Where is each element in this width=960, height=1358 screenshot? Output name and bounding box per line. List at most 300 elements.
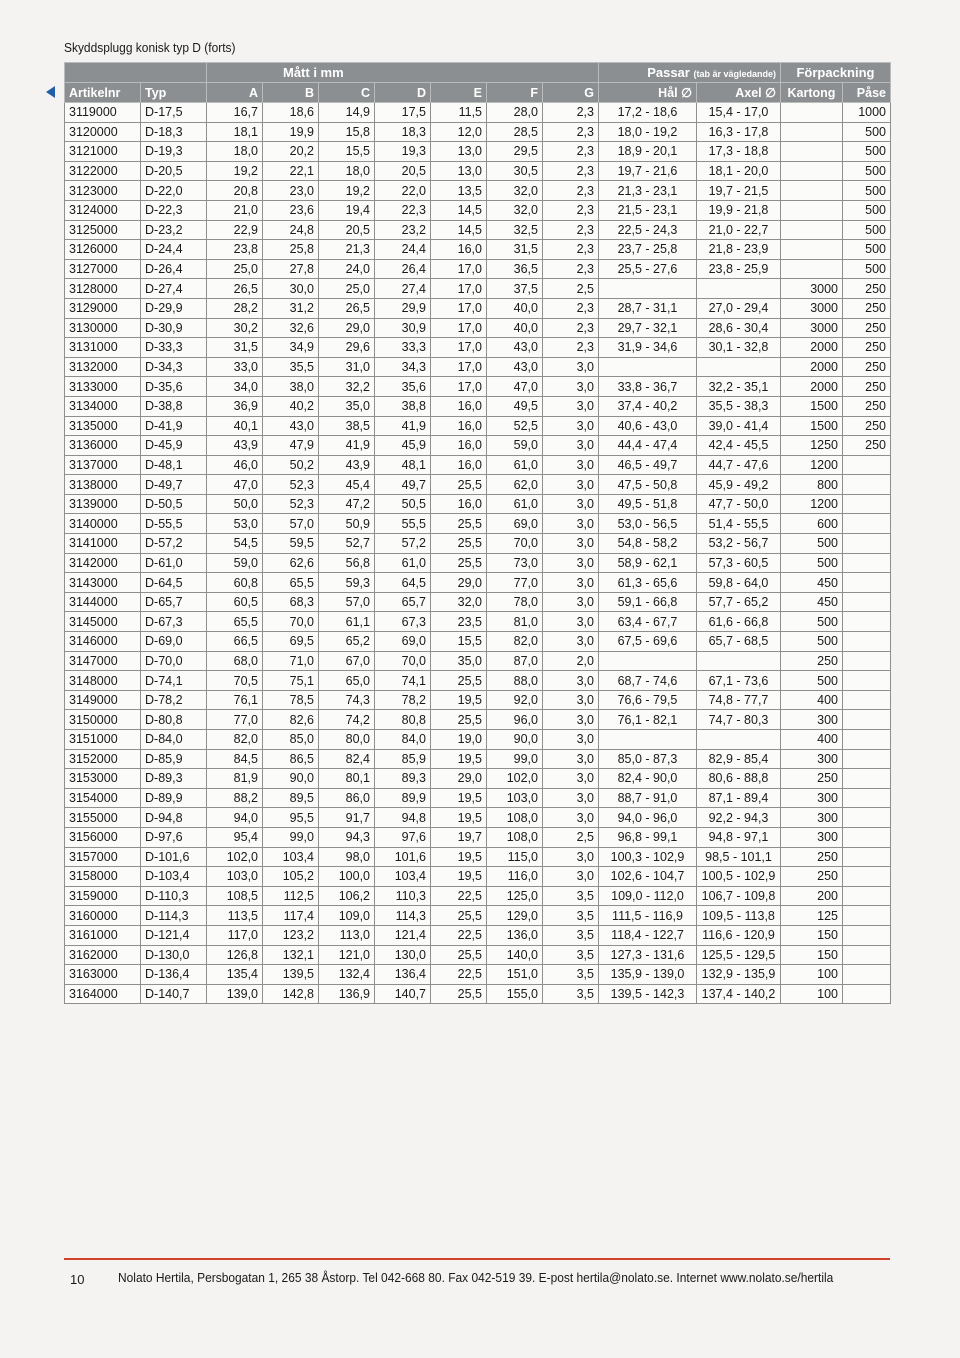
table-cell: 22,5 xyxy=(431,925,487,945)
table-cell: 3,0 xyxy=(543,592,599,612)
table-cell: 35,0 xyxy=(431,651,487,671)
table-cell xyxy=(697,730,781,750)
table-cell: 85,0 - 87,3 xyxy=(599,749,697,769)
table-row xyxy=(65,730,891,750)
table-cell: 94,3 xyxy=(319,827,375,847)
table-cell xyxy=(697,357,781,377)
table-cell: 3,0 xyxy=(543,632,599,652)
table-cell: 151,0 xyxy=(487,965,543,985)
column-header: Axel ∅ xyxy=(697,83,781,103)
table-cell: 17,0 xyxy=(431,318,487,338)
table-cell: 25,5 - 27,6 xyxy=(599,259,697,279)
table-cell: 3145000 xyxy=(65,612,141,632)
table-cell: 3,0 xyxy=(543,808,599,828)
table-cell: 3157000 xyxy=(65,847,141,867)
table-cell xyxy=(781,161,843,181)
table-cell: 102,0 xyxy=(487,769,543,789)
table-cell xyxy=(781,103,843,123)
table-row xyxy=(65,377,891,397)
table-cell: 2,3 xyxy=(543,142,599,162)
table-cell: 19,9 - 21,8 xyxy=(697,200,781,220)
table-cell: 140,0 xyxy=(487,945,543,965)
table-cell: 3121000 xyxy=(65,142,141,162)
table-cell xyxy=(843,632,891,652)
column-header: E xyxy=(431,83,487,103)
table-cell: 3000 xyxy=(781,298,843,318)
table-cell: 30,9 xyxy=(375,318,431,338)
table-cell: 65,5 xyxy=(263,573,319,593)
table-cell: 400 xyxy=(781,730,843,750)
table-cell: 49,5 xyxy=(487,396,543,416)
table-cell: 25,5 xyxy=(431,514,487,534)
table-cell: 3154000 xyxy=(65,788,141,808)
table-cell: 54,5 xyxy=(207,534,263,554)
table-cell: 76,1 - 82,1 xyxy=(599,710,697,730)
table-cell: 74,7 - 80,3 xyxy=(697,710,781,730)
table-cell: 29,5 xyxy=(487,142,543,162)
table-cell xyxy=(843,965,891,985)
table-cell: 43,0 xyxy=(487,338,543,358)
table-cell: 108,0 xyxy=(487,827,543,847)
table-cell: 82,6 xyxy=(263,710,319,730)
table-cell: 17,5 xyxy=(375,103,431,123)
table-cell: 500 xyxy=(781,534,843,554)
table-cell: 85,9 xyxy=(375,749,431,769)
table-cell: 31,0 xyxy=(319,357,375,377)
table-cell: 114,3 xyxy=(375,906,431,926)
table-cell: 135,9 - 139,0 xyxy=(599,965,697,985)
table-cell: 103,4 xyxy=(263,847,319,867)
table-cell: D-97,6 xyxy=(141,827,207,847)
table-cell: 59,5 xyxy=(263,534,319,554)
table-cell: 100,5 - 102,9 xyxy=(697,867,781,887)
table-cell: D-23,2 xyxy=(141,220,207,240)
table-cell: 2000 xyxy=(781,357,843,377)
table-cell: 15,4 - 17,0 xyxy=(697,103,781,123)
table-cell: 23,2 xyxy=(375,220,431,240)
table-cell: D-69,0 xyxy=(141,632,207,652)
table-cell: 47,7 - 50,0 xyxy=(697,494,781,514)
table-cell: 47,9 xyxy=(263,436,319,456)
table-cell: 40,1 xyxy=(207,416,263,436)
table-row xyxy=(65,592,891,612)
table-cell: 117,4 xyxy=(263,906,319,926)
table-cell: 139,5 - 142,3 xyxy=(599,984,697,1004)
table-cell: 49,5 - 51,8 xyxy=(599,494,697,514)
table-cell: 76,6 - 79,5 xyxy=(599,690,697,710)
table-cell: 47,0 xyxy=(207,475,263,495)
table-cell: 3,0 xyxy=(543,396,599,416)
table-cell: 19,9 xyxy=(263,122,319,142)
table-cell: 450 xyxy=(781,573,843,593)
table-cell: 18,0 xyxy=(207,142,263,162)
table-cell: 3,5 xyxy=(543,925,599,945)
table-cell: 500 xyxy=(781,632,843,652)
table-cell: 40,0 xyxy=(487,318,543,338)
table-cell: 3,0 xyxy=(543,514,599,534)
table-cell: 59,3 xyxy=(319,573,375,593)
table-cell: 250 xyxy=(781,847,843,867)
table-cell xyxy=(843,808,891,828)
table-column-header-row xyxy=(65,83,891,103)
table-cell: 3148000 xyxy=(65,671,141,691)
table-cell: 90,0 xyxy=(487,730,543,750)
table-cell: 22,0 xyxy=(375,181,431,201)
table-cell xyxy=(697,279,781,299)
table-row xyxy=(65,200,891,220)
table-cell: 15,5 xyxy=(431,632,487,652)
table-cell: 92,2 - 94,3 xyxy=(697,808,781,828)
table-cell: 25,5 xyxy=(431,475,487,495)
table-row xyxy=(65,455,891,475)
table-cell: 69,5 xyxy=(263,632,319,652)
table-cell xyxy=(843,534,891,554)
table-cell: 137,4 - 140,2 xyxy=(697,984,781,1004)
table-cell xyxy=(599,730,697,750)
table-cell: 250 xyxy=(843,298,891,318)
table-cell: 28,0 xyxy=(487,103,543,123)
table-cell: 130,0 xyxy=(375,945,431,965)
table-cell: 97,6 xyxy=(375,827,431,847)
table-cell: 57,3 - 60,5 xyxy=(697,553,781,573)
table-cell: 61,0 xyxy=(375,553,431,573)
table-cell: 47,0 xyxy=(487,377,543,397)
table-cell: 3,5 xyxy=(543,886,599,906)
table-cell: D-38,8 xyxy=(141,396,207,416)
table-row xyxy=(65,181,891,201)
table-cell: 100,3 - 102,9 xyxy=(599,847,697,867)
table-cell: 3137000 xyxy=(65,455,141,475)
table-cell: 19,7 - 21,5 xyxy=(697,181,781,201)
table-cell: 57,0 xyxy=(319,592,375,612)
table-cell: 30,2 xyxy=(207,318,263,338)
table-cell: 60,8 xyxy=(207,573,263,593)
table-cell: 89,3 xyxy=(375,769,431,789)
table-cell: 22,5 xyxy=(431,965,487,985)
table-cell: 17,0 xyxy=(431,298,487,318)
table-cell: D-65,7 xyxy=(141,592,207,612)
table-cell: 68,0 xyxy=(207,651,263,671)
table-cell: 94,0 xyxy=(207,808,263,828)
table-cell: 15,8 xyxy=(319,122,375,142)
table-cell: 139,5 xyxy=(263,965,319,985)
table-cell: 16,0 xyxy=(431,494,487,514)
table-cell: 117,0 xyxy=(207,925,263,945)
table-cell: 18,6 xyxy=(263,103,319,123)
table-cell: 100 xyxy=(781,984,843,1004)
table-cell: 135,4 xyxy=(207,965,263,985)
table-cell: 3,0 xyxy=(543,671,599,691)
table-cell: 3130000 xyxy=(65,318,141,338)
table-cell: 2000 xyxy=(781,338,843,358)
table-cell xyxy=(843,553,891,573)
table-cell: 250 xyxy=(843,279,891,299)
table-cell: 2,5 xyxy=(543,827,599,847)
table-row xyxy=(65,671,891,691)
table-cell: 96,8 - 99,1 xyxy=(599,827,697,847)
table-cell: 43,0 xyxy=(487,357,543,377)
table-cell: 58,9 - 62,1 xyxy=(599,553,697,573)
table-cell: 250 xyxy=(843,338,891,358)
table-cell: D-78,2 xyxy=(141,690,207,710)
table-cell: 3,0 xyxy=(543,475,599,495)
table-cell: 3155000 xyxy=(65,808,141,828)
table-cell: 16,3 - 17,8 xyxy=(697,122,781,142)
table-cell: 64,5 xyxy=(375,573,431,593)
table-cell: 118,4 - 122,7 xyxy=(599,925,697,945)
table-cell: 250 xyxy=(781,769,843,789)
table-cell: 20,5 xyxy=(319,220,375,240)
table-cell: 3,5 xyxy=(543,965,599,985)
footer-contact: Nolato Hertila, Persbogatan 1, 265 38 Åstorp. Tel 042-668 80. Fax 042-519 39. E-post hertila@nolato.se. Internet www.nolato.se/hertila xyxy=(118,1270,834,1285)
table-cell: D-140,7 xyxy=(141,984,207,1004)
table-cell: 61,6 - 66,8 xyxy=(697,612,781,632)
table-cell: 19,5 xyxy=(431,847,487,867)
table-cell xyxy=(697,651,781,671)
table-cell: D-85,9 xyxy=(141,749,207,769)
table-cell: 3150000 xyxy=(65,710,141,730)
table-cell: 22,5 xyxy=(431,886,487,906)
table-cell: 136,9 xyxy=(319,984,375,1004)
table-cell: 18,1 xyxy=(207,122,263,142)
table-cell: 31,2 xyxy=(263,298,319,318)
table-cell: 139,0 xyxy=(207,984,263,1004)
table-cell: 23,0 xyxy=(263,181,319,201)
table-cell: 22,9 xyxy=(207,220,263,240)
table-cell: 250 xyxy=(843,377,891,397)
table-cell: 3122000 xyxy=(65,161,141,181)
table-cell: 25,5 xyxy=(431,534,487,554)
table-cell: 47,2 xyxy=(319,494,375,514)
table-cell: 3156000 xyxy=(65,827,141,847)
table-cell: 48,1 xyxy=(375,455,431,475)
table-cell: 31,5 xyxy=(207,338,263,358)
table-cell: 34,9 xyxy=(263,338,319,358)
table-row xyxy=(65,788,891,808)
table-cell: 17,0 xyxy=(431,279,487,299)
table-cell: 2,3 xyxy=(543,318,599,338)
table-cell: 300 xyxy=(781,788,843,808)
table-cell: 2,3 xyxy=(543,259,599,279)
table-cell: D-101,6 xyxy=(141,847,207,867)
table-cell: 61,1 xyxy=(319,612,375,632)
table-cell xyxy=(843,573,891,593)
table-cell: 3151000 xyxy=(65,730,141,750)
table-cell: 3,0 xyxy=(543,690,599,710)
table-cell: 25,5 xyxy=(431,984,487,1004)
table-cell: 82,9 - 85,4 xyxy=(697,749,781,769)
table-cell: D-30,9 xyxy=(141,318,207,338)
table-cell: 46,5 - 49,7 xyxy=(599,455,697,475)
table-cell: 21,0 xyxy=(207,200,263,220)
table-row xyxy=(65,259,891,279)
table-cell: D-19,3 xyxy=(141,142,207,162)
table-cell: 53,0 xyxy=(207,514,263,534)
table-cell: 3,5 xyxy=(543,984,599,1004)
table-cell: 3140000 xyxy=(65,514,141,534)
table-cell: 2,3 xyxy=(543,298,599,318)
table-cell: 36,9 xyxy=(207,396,263,416)
table-cell: 110,3 xyxy=(375,886,431,906)
table-cell: 18,0 xyxy=(319,161,375,181)
table-cell: 101,6 xyxy=(375,847,431,867)
table-cell: 19,5 xyxy=(431,808,487,828)
table-cell: 3,0 xyxy=(543,357,599,377)
table-cell xyxy=(599,279,697,299)
table-cell xyxy=(843,455,891,475)
table-cell: 70,0 xyxy=(487,534,543,554)
table-cell: 25,5 xyxy=(431,906,487,926)
table-cell: 24,0 xyxy=(319,259,375,279)
table-cell: 32,6 xyxy=(263,318,319,338)
table-cell: D-17,5 xyxy=(141,103,207,123)
table-cell: 3,5 xyxy=(543,906,599,926)
table-cell: 98,0 xyxy=(319,847,375,867)
table-cell: 111,5 - 116,9 xyxy=(599,906,697,926)
table-cell: 32,0 xyxy=(487,181,543,201)
column-header: G xyxy=(543,83,599,103)
table-cell: 500 xyxy=(843,220,891,240)
table-row xyxy=(65,984,891,1004)
table-cell: 3136000 xyxy=(65,436,141,456)
table-cell: 14,9 xyxy=(319,103,375,123)
table-cell: 3,0 xyxy=(543,769,599,789)
table-cell: 3,0 xyxy=(543,455,599,475)
table-cell: 53,0 - 56,5 xyxy=(599,514,697,534)
table-cell: 17,0 xyxy=(431,259,487,279)
table-cell: 41,9 xyxy=(319,436,375,456)
table-cell: 24,8 xyxy=(263,220,319,240)
product-table xyxy=(64,62,891,1004)
table-cell xyxy=(781,142,843,162)
table-cell: 150 xyxy=(781,945,843,965)
table-cell: 129,0 xyxy=(487,906,543,926)
table-cell: 19,7 - 21,6 xyxy=(599,161,697,181)
table-cell: D-70,0 xyxy=(141,651,207,671)
table-cell: 65,7 - 68,5 xyxy=(697,632,781,652)
table-cell: 300 xyxy=(781,827,843,847)
table-cell: 67,0 xyxy=(319,651,375,671)
table-cell xyxy=(843,514,891,534)
table-cell: 800 xyxy=(781,475,843,495)
table-cell: 13,0 xyxy=(431,142,487,162)
table-cell xyxy=(781,240,843,260)
table-cell: 52,7 xyxy=(319,534,375,554)
table-cell: 21,3 xyxy=(319,240,375,260)
table-cell: 400 xyxy=(781,690,843,710)
table-cell: 70,0 xyxy=(263,612,319,632)
table-cell: 25,5 xyxy=(431,553,487,573)
table-cell: 61,3 - 65,6 xyxy=(599,573,697,593)
table-row xyxy=(65,318,891,338)
table-cell: 22,1 xyxy=(263,161,319,181)
table-cell: 29,0 xyxy=(431,573,487,593)
table-cell: 121,4 xyxy=(375,925,431,945)
table-cell: 3141000 xyxy=(65,534,141,554)
table-cell: 38,8 xyxy=(375,396,431,416)
table-cell: D-49,7 xyxy=(141,475,207,495)
table-cell: 80,1 xyxy=(319,769,375,789)
column-header: D xyxy=(375,83,431,103)
table-cell: 66,5 xyxy=(207,632,263,652)
table-cell: 21,8 - 23,9 xyxy=(697,240,781,260)
table-cell: 14,5 xyxy=(431,200,487,220)
table-row xyxy=(65,690,891,710)
table-cell: 69,0 xyxy=(375,632,431,652)
table-row xyxy=(65,416,891,436)
column-header: Påse xyxy=(843,83,891,103)
table-cell: D-114,3 xyxy=(141,906,207,926)
table-cell: 2,3 xyxy=(543,200,599,220)
table-cell: 29,0 xyxy=(319,318,375,338)
table-row xyxy=(65,298,891,318)
table-cell: 85,0 xyxy=(263,730,319,750)
table-cell: D-110,3 xyxy=(141,886,207,906)
table-cell: 16,0 xyxy=(431,436,487,456)
table-cell: 52,3 xyxy=(263,475,319,495)
table-cell: 3,0 xyxy=(543,494,599,514)
table-row xyxy=(65,906,891,926)
table-cell: 13,0 xyxy=(431,161,487,181)
table-cell: 3127000 xyxy=(65,259,141,279)
table-cell: 43,9 xyxy=(319,455,375,475)
table-cell: 3139000 xyxy=(65,494,141,514)
table-cell: 67,5 - 69,6 xyxy=(599,632,697,652)
table-cell: 20,5 xyxy=(375,161,431,181)
table-cell: 3164000 xyxy=(65,984,141,1004)
table-cell: 3147000 xyxy=(65,651,141,671)
table-cell: 57,2 xyxy=(375,534,431,554)
table-cell: D-45,9 xyxy=(141,436,207,456)
table-row xyxy=(65,514,891,534)
table-cell: 59,0 xyxy=(487,436,543,456)
table-cell: 94,0 - 96,0 xyxy=(599,808,697,828)
table-cell: 15,5 xyxy=(319,142,375,162)
table-cell: 32,2 xyxy=(319,377,375,397)
table-cell: D-41,9 xyxy=(141,416,207,436)
footer-rule xyxy=(64,1258,890,1260)
table-cell xyxy=(843,730,891,750)
table-cell: 22,5 - 24,3 xyxy=(599,220,697,240)
table-cell: D-22,0 xyxy=(141,181,207,201)
table-cell: 250 xyxy=(843,416,891,436)
table-cell: 18,0 - 19,2 xyxy=(599,122,697,142)
table-cell: D-50,5 xyxy=(141,494,207,514)
table-cell: 43,0 xyxy=(263,416,319,436)
table-cell xyxy=(599,357,697,377)
table-cell: 37,5 xyxy=(487,279,543,299)
table-row xyxy=(65,220,891,240)
table-cell: 52,3 xyxy=(263,494,319,514)
table-cell: 50,5 xyxy=(375,494,431,514)
column-header: A xyxy=(207,83,263,103)
table-cell xyxy=(599,651,697,671)
table-cell: 3000 xyxy=(781,318,843,338)
table-cell: 11,5 xyxy=(431,103,487,123)
table-cell: 12,0 xyxy=(431,122,487,142)
table-cell: 200 xyxy=(781,886,843,906)
table-cell: 123,2 xyxy=(263,925,319,945)
table-cell: 125,0 xyxy=(487,886,543,906)
table-cell: 23,8 xyxy=(207,240,263,260)
table-row xyxy=(65,867,891,887)
table-cell xyxy=(843,710,891,730)
table-cell: 44,7 - 47,6 xyxy=(697,455,781,475)
table-cell: 108,0 xyxy=(487,808,543,828)
table-cell: 100 xyxy=(781,965,843,985)
table-cell: 19,2 xyxy=(207,161,263,181)
table-cell: 65,5 xyxy=(207,612,263,632)
